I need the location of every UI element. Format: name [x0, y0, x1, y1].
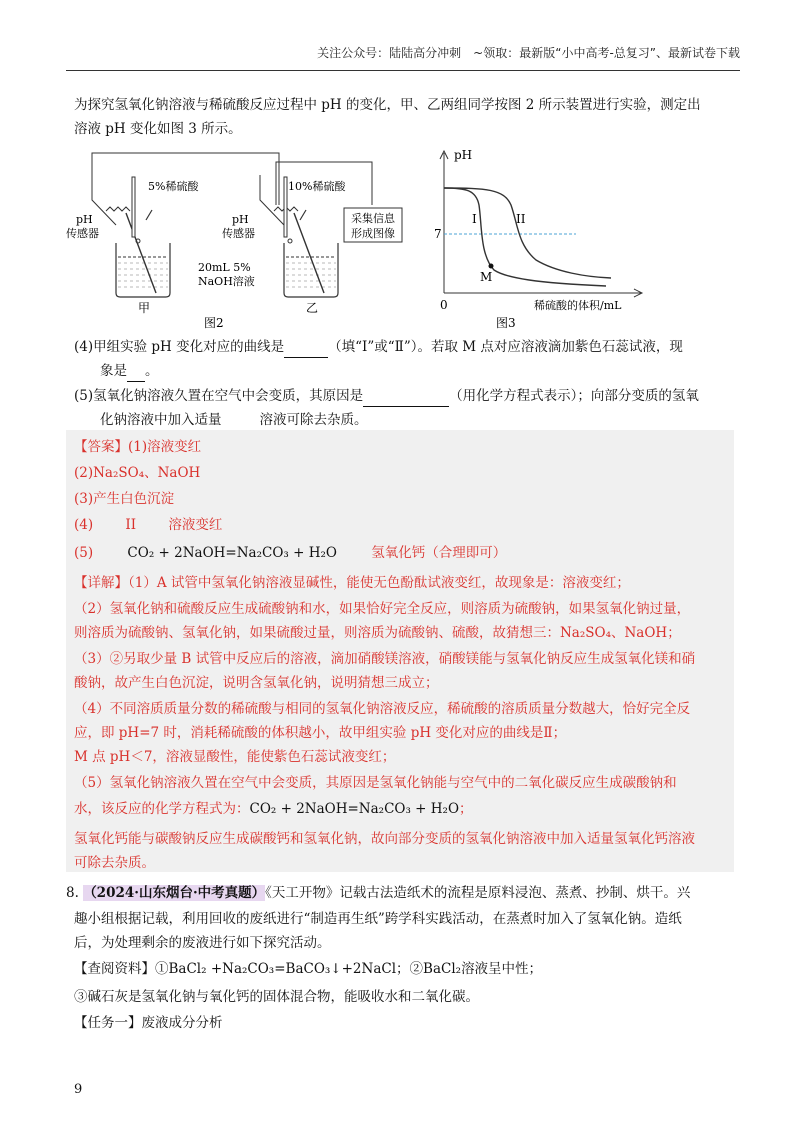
answer-3: (3)产生白色沉淀 [74, 491, 175, 507]
q8-source: （2024·山东烟台·中考真题） [83, 885, 266, 901]
answer-2: (2)Na₂SO₄、NaOH [74, 465, 201, 481]
intro-line-1: 为探究氢氧化钠溶液与稀硫酸反应过程中 pH 的变化，甲、乙两组同学按图 2 所示装置进行实验，测定出 [74, 97, 701, 113]
detail-2a: （2）氢氧化钠和硫酸反应生成硫酸钠和水，如果恰好完全反应，则溶质为硫酸钠，如果氢氧化钠过量， [74, 601, 691, 617]
detail-4a: （4）不同溶质质量分数的稀硫酸与相同的氢氧化钠溶液反应，稀硫酸的溶质质量分数越大，恰好完全反 [74, 701, 691, 717]
q8-number: 8. [66, 885, 79, 901]
detail-5a: （5）氢氧化钠溶液久置在空气中会变质，其原因是氢氧化钠能与空气中的二氧化碳反应生成碳酸钠和 [74, 775, 677, 791]
detail-tag: 【详解】 [74, 575, 128, 591]
tick-7: 7 [434, 227, 442, 241]
q4-text-a: (4)甲组实验 pH 变化对应的曲线是 [74, 339, 285, 355]
header-text: 关注公众号：陆陆高分冲刺 ~领取：最新版“小中高考-总复习”、最新试卷下载 [317, 46, 740, 60]
beaker-yi-label: 乙 [306, 301, 319, 315]
question-8-line-1 [66, 882, 734, 904]
answer-1: (1)溶液变红 [128, 439, 202, 455]
detail-1 [74, 572, 734, 594]
detail-4b: 应，即 pH=7 时，消耗稀硫酸的体积越小，故甲组实验 pH 变化对应的曲线是Ⅱ； [74, 725, 567, 741]
curve-I [444, 188, 606, 286]
acid-label-1: 5%稀硫酸 [148, 180, 199, 193]
header-rule [66, 70, 740, 71]
point-M-label: M [480, 270, 493, 284]
q4-blank-2 [127, 365, 145, 382]
question-5-cont [100, 409, 720, 431]
box-text-2: 形成图像 [351, 227, 395, 240]
detail-5b-post: ； [459, 801, 473, 817]
answer-4-curve: II [125, 517, 137, 533]
detail-2b: 则溶质为硫酸钠、氢氧化钠，如果硫酸过量，则溶质为硫酸钠、硫酸，故猜想三：Na₂SO₄、NaOH； [74, 625, 681, 641]
detail-5b-pre: 水，该反应的化学方程式为： [74, 801, 250, 817]
answer-4 [74, 514, 734, 536]
detail-5b [74, 798, 734, 820]
page-header [0, 0, 800, 72]
intro-line-2: 溶液 pH 变化如图 3 所示。 [74, 121, 242, 137]
detail-3b: 酸钠，故产生白色沉淀，说明含氢氧化钠，说明猜想三成立； [74, 675, 439, 691]
q4-text-d: 。 [145, 363, 159, 379]
question-8-task: 【任务一】废液成分分析 [74, 1015, 223, 1031]
question-4-cont [100, 360, 720, 382]
answer-tag: 【答案】 [74, 439, 128, 455]
curve-II [444, 188, 611, 278]
q5-blank-1 [363, 390, 449, 407]
question-8-line-2: 趣小组根据记载，利用回收的废纸进行“制造再生纸”跨学科实践活动，在蒸煮时加入了氢氧化钠。造纸 [74, 911, 682, 927]
answer-5-equation: CO₂ + 2NaOH=Na₂CO₃ + H₂O [127, 545, 337, 561]
q4-blank-1 [284, 341, 328, 358]
q5-blank-2 [222, 414, 260, 431]
experiment-figure [66, 145, 666, 335]
detail-4c: M 点 pH＜7，溶液显酸性，能使紫色石蕊试液变红； [74, 749, 396, 765]
q8-ref-bacl: BaCl₂ [423, 961, 462, 977]
q8-ref-equation: BaCl₂ +Na₂CO₃=BaCO₃↓+2NaCl [168, 961, 397, 977]
q5-text-d: 溶液可除去杂质。 [259, 412, 368, 428]
question-8-references [74, 958, 734, 980]
curve-II-label: II [516, 212, 526, 226]
acid-label-2: 10%稀硫酸 [288, 180, 346, 193]
question-8-line-5: ③碱石灰是氢氧化钠与氧化钙的固体混合物，能吸收水和二氧化碳。 [74, 989, 479, 1005]
q4-text-c: 象是 [100, 363, 127, 379]
figure-3-ph-graph [434, 148, 642, 330]
curve-I-label: I [472, 212, 477, 226]
figure-2-apparatus [66, 153, 402, 330]
answer-5 [74, 542, 734, 564]
box-text-1: 采集信息 [351, 212, 395, 225]
x-axis-label: 稀硫酸的体积/mL [534, 299, 622, 312]
detail-5b-equation: CO₂ + 2NaOH=Na₂CO₃ + H₂O [249, 801, 460, 817]
answer-5-text: 氢氧化钙（合理即可） [371, 545, 507, 561]
detail-6a: 氢氧化钙能与碳酸钠反应生成碳酸钙和氢氧化钠，故向部分变质的氢氧化钠溶液中加入适量氢氧化钙溶液 [74, 831, 695, 847]
answer-line-1 [74, 436, 734, 458]
detail-6b: 可除去杂质。 [74, 855, 155, 871]
q5-text-b: （用化学方程式表示）；向部分变质的氢氧 [449, 388, 699, 404]
point-M [489, 264, 494, 269]
question-8-line-3: 后，为处理剩余的废液进行如下探究活动。 [74, 935, 331, 951]
origin-label: 0 [440, 298, 448, 312]
q8-ref-mid: ；② [396, 961, 424, 977]
question-4 [74, 336, 734, 358]
sensor-name-2: 传感器 [222, 227, 255, 240]
answer-5-num: (5) [74, 545, 94, 561]
q5-text-c: 化钠溶液中加入适量 [100, 412, 222, 428]
question-5 [74, 385, 734, 407]
sensor-ph-1: pH [76, 213, 93, 226]
answer-4-text: 溶液变红 [168, 517, 223, 533]
page-number: 9 [74, 1082, 83, 1097]
sensor-ph-2: pH [232, 213, 249, 226]
q4-text-b: （填“I”或“Ⅱ”）。若取 M 点对应溶液滴加紫色石蕊试液，现 [328, 339, 683, 355]
answer-4-num: (4) [74, 517, 94, 533]
q8-ref-post: 溶液呈中性； [461, 961, 543, 977]
y-axis-label: pH [454, 148, 473, 162]
beaker-jia-label: 甲 [138, 301, 151, 315]
detail-3a: （3）②另取少量 B 试管中反应后的溶液，滴加硝酸镁溶液，硝酸镁能与氢氧化钠反应生成氢氧化镁和硝 [74, 651, 696, 667]
sensor-name-1: 传感器 [66, 227, 99, 240]
naoh-label-1: 20mL 5% [198, 261, 251, 274]
q8-line1: 《天工开物》记载古法造纸术的流程是原料浸泡、蒸煮、抄制、烘干。兴 [265, 885, 691, 901]
q8-ref-pre: 【查阅资料】① [74, 961, 169, 977]
q5-text-a: (5)氢氧化钠溶液久置在空气中会变质，其原因是 [74, 388, 364, 404]
naoh-label-2: NaOH溶液 [198, 275, 255, 288]
figure-3-caption: 图3 [496, 316, 516, 330]
figure-2-caption: 图2 [204, 316, 224, 330]
detail-p1: （1）A 试管中氢氧化钠溶液显碱性，能使无色酚酞试液变红，故现象是：溶液变红； [128, 575, 630, 591]
